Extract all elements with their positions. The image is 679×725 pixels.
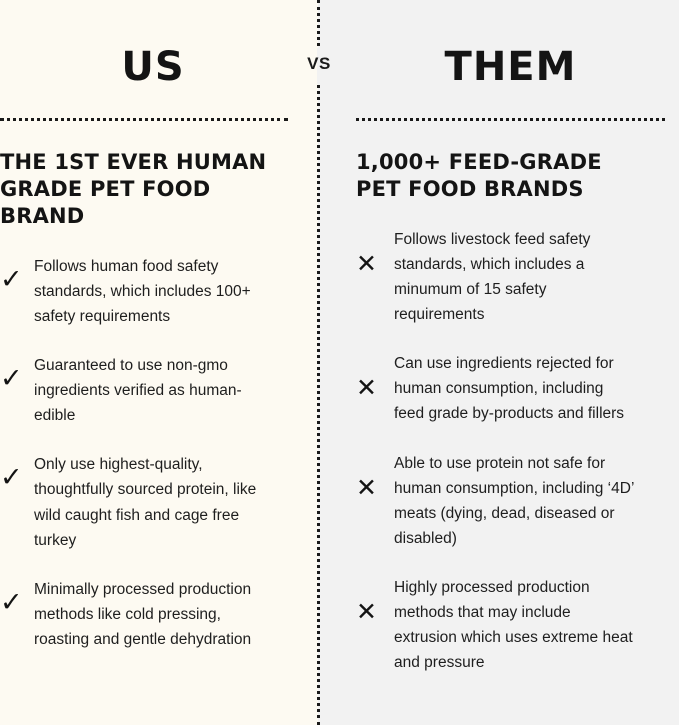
column-them-heading: THEM [444,44,577,90]
list-item [0,450,306,552]
us-divider [0,118,288,121]
column-us [0,0,318,725]
them-list [356,225,665,676]
list-item [0,575,306,652]
them-divider [356,118,665,121]
list-item-label: Guaranteed to use non-gmo ingredients verified as human-edible [34,356,242,425]
list-item [356,449,665,551]
list-item-label: Minimally processed production methods like cold pressing, roasting and gentle dehydration [34,580,252,648]
list-item [356,349,665,426]
list-item [0,252,306,329]
cross-mark-icon: ✕ [356,472,377,502]
check-mark-icon: ✓ [0,263,23,295]
list-item-label: Highly processed production methods that may include extrusion which uses extreme heat and pressure [394,578,633,672]
check-mark-icon: ✓ [0,586,23,618]
list-item-label: Follows livestock feed safety standards, which includes a minumum of 15 safety requirements [394,230,591,324]
list-item-label: Follows human food safety standards, which includes 100+ safety requirements [34,257,251,325]
us-subtitle: THE 1ST EVER HUMAN GRADE PET FOOD BRAND [0,150,267,228]
cross-mark-icon: ✕ [356,596,377,626]
list-item [356,573,665,675]
vs-label: VS [307,54,331,73]
cross-mark-icon: ✕ [356,373,377,403]
list-item-label: Only use highest-quality, thoughtfully sourced protein, like wild caught fish and cage free turkey [34,456,257,549]
check-mark-icon: ✓ [0,362,23,394]
them-subtitle: 1,000+ FEED-GRADE PET FOOD BRANDS [356,150,602,201]
list-item [0,351,306,428]
check-mark-icon: ✓ [0,462,23,494]
list-item-label: Able to use protein not safe for human consumption, including ‘4D’ meats (dying, dead, diseased or disabled) [394,454,634,547]
us-list [0,252,306,652]
cross-mark-icon: ✕ [356,248,377,278]
list-item [356,225,665,327]
column-them [318,0,679,725]
list-item-label: Can use ingredients rejected for human consumption, including feed grade by-products and fillers [394,355,625,423]
column-us-heading: US [121,44,185,90]
vertical-dotted-divider [317,0,320,725]
